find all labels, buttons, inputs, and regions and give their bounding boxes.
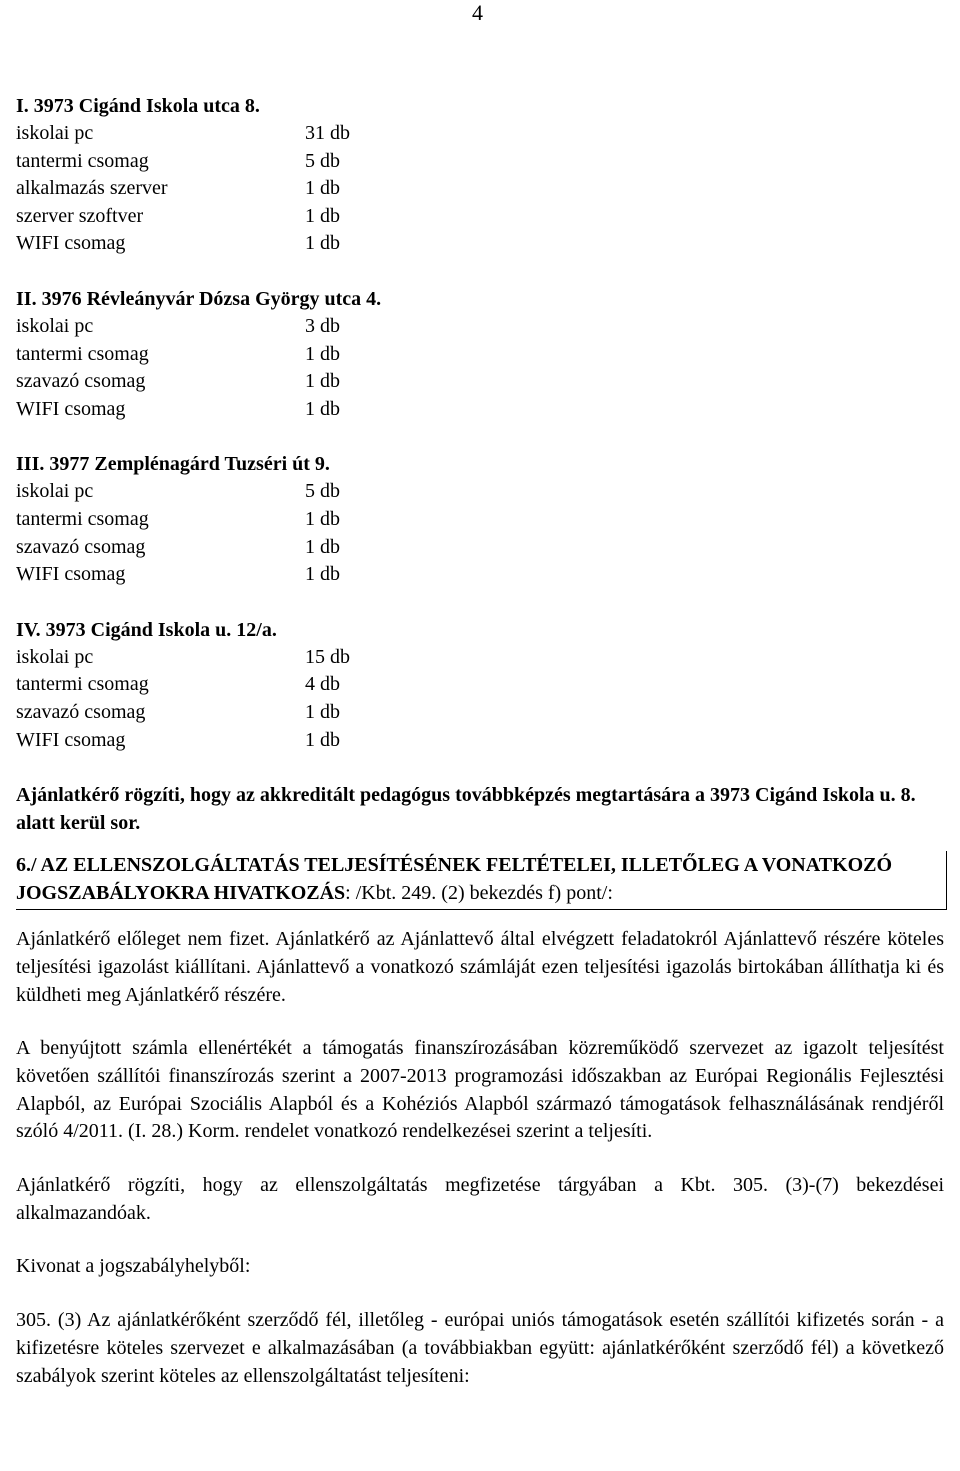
equipment-row xyxy=(16,313,944,341)
location-block xyxy=(16,92,944,258)
equipment-quantity: 4 db xyxy=(305,673,340,696)
equipment-name: tantermi csomag xyxy=(16,507,149,530)
paragraph-invoice-payment: A benyújtott számla ellenértékét a támogatás finanszírozásában közreműködő szervezet az igazolt teljesítést követően szállítói finanszírozás szerint a 2007-2013 programozási időszakban az Európai Regionális Fejlesztési Alapból, az Európai Szociális Alapból és a Kohéziós Alapból származó támogatások felhasználásának rendjéről szóló 4/2011. (I. 28.) Korm. rendelet vonatkozó rendelkezései szerint a teljesíti. xyxy=(16,1037,944,1143)
equipment-row xyxy=(16,396,944,424)
equipment-quantity: 31 db xyxy=(305,122,350,144)
equipment-row xyxy=(16,120,944,148)
equipment-name: szavazó csomag xyxy=(16,370,146,393)
section-6-heading xyxy=(16,851,947,910)
equipment-row xyxy=(16,478,944,506)
equipment-row xyxy=(16,644,944,672)
equipment-quantity: 1 db xyxy=(305,177,340,200)
equipment-quantity: 3 db xyxy=(305,314,340,337)
document-body xyxy=(16,92,944,1390)
equipment-name: tantermi csomag xyxy=(16,342,149,365)
equipment-name: tantermi csomag xyxy=(16,673,149,696)
equipment-row xyxy=(16,699,944,727)
equipment-quantity: 1 db xyxy=(305,370,340,393)
equipment-quantity: 1 db xyxy=(305,342,340,365)
paragraph-law-excerpt: 305. (3) Az ajánlatkérőként szerződő fél, illetőleg - európai uniós támogatások esetén szállítói kifizetés során - a kifizetésre köteles szervezet e alkalmazásában (a továbbiakban együtt: ajánlatkérőként szerződő fél) a következő szabályok szerint köteles az ellenszolgáltatást teljesíteni: xyxy=(16,1309,944,1387)
equipment-row xyxy=(16,727,944,755)
equipment-quantity: 5 db xyxy=(305,149,340,172)
paragraph-advance-payment: Ajánlatkérő előleget nem fizet. Ajánlatkérő az Ajánlattevő által elvégzett feladatokról Ajánlattevő részére köteles teljesítési igazolást kiállítani. Ajánlattevő a vonatkozó számláját ezen teljesítési igazolás birtokában állíthatja ki és küldheti meg Ajánlatkérő részére. xyxy=(16,928,944,1006)
equipment-quantity: 5 db xyxy=(305,480,340,503)
equipment-name: tantermi csomag xyxy=(16,149,149,172)
equipment-name: szavazó csomag xyxy=(16,535,146,558)
section-6-heading-rest: : /Kbt. 249. (2) bekezdés f) pont/: xyxy=(345,882,613,905)
location-block xyxy=(16,450,944,588)
equipment-row xyxy=(16,230,944,258)
equipment-quantity: 1 db xyxy=(305,507,340,530)
equipment-name: iskolai pc xyxy=(16,645,94,668)
equipment-row xyxy=(16,203,944,231)
equipment-quantity: 15 db xyxy=(305,645,350,668)
equipment-name: WIFI csomag xyxy=(16,397,126,420)
equipment-name: alkalmazás szerver xyxy=(16,177,168,200)
equipment-name: szerver szoftver xyxy=(16,204,144,227)
page-number: 4 xyxy=(472,0,483,25)
equipment-name: iskolai pc xyxy=(16,122,94,144)
equipment-quantity: 1 db xyxy=(305,700,340,723)
equipment-row xyxy=(16,671,944,699)
equipment-row xyxy=(16,148,944,176)
equipment-quantity: 1 db xyxy=(305,397,340,420)
equipment-name: WIFI csomag xyxy=(16,563,126,586)
location-list xyxy=(16,92,944,754)
location-block xyxy=(16,285,944,423)
equipment-name: iskolai pc xyxy=(16,480,94,503)
equipment-row xyxy=(16,506,944,534)
location-block xyxy=(16,616,944,754)
equipment-name: WIFI csomag xyxy=(16,232,126,255)
equipment-quantity: 1 db xyxy=(305,204,340,227)
equipment-row xyxy=(16,561,944,589)
equipment-name: WIFI csomag xyxy=(16,728,126,751)
equipment-row xyxy=(16,175,944,203)
equipment-name: iskolai pc xyxy=(16,314,94,337)
equipment-row xyxy=(16,368,944,396)
paragraph-kbt-reference: Ajánlatkérő rögzíti, hogy az ellenszolgáltatás megfizetése tárgyában a Kbt. 305. (3)-(7) bekezdései alkalmazandóak. xyxy=(16,1174,944,1224)
equipment-quantity: 1 db xyxy=(305,232,340,255)
location-title: IV. 3973 Cigánd Iskola u. 12/a. xyxy=(16,618,277,641)
section-6-heading-bold: 6./ AZ ELLENSZOLGÁLTATÁS TELJESÍTÉSÉNEK FELTÉTELEI, ILLETŐLEG A VONATKOZÓ JOGSZABÁLYOKRA HIVATKOZÁS xyxy=(16,854,893,905)
equipment-quantity: 1 db xyxy=(305,535,340,558)
equipment-row xyxy=(16,534,944,562)
equipment-row xyxy=(16,341,944,369)
equipment-name: szavazó csomag xyxy=(16,700,146,723)
location-title: II. 3976 Révleányvár Dózsa György utca 4. xyxy=(16,287,382,310)
paragraph-excerpt-label: Kivonat a jogszabályhelyből: xyxy=(16,1255,251,1278)
equipment-quantity: 1 db xyxy=(305,563,340,586)
location-title: I. 3973 Cigánd Iskola utca 8. xyxy=(16,95,260,117)
equipment-quantity: 1 db xyxy=(305,728,340,751)
training-note: Ajánlatkérő rögzíti, hogy az akkreditált pedagógus továbbképzés megtartására a 3973 Cigánd Iskola u. 8. alatt kerül sor. xyxy=(16,784,916,835)
location-title: III. 3977 Zemplénagárd Tuzséri út 9. xyxy=(16,453,330,476)
